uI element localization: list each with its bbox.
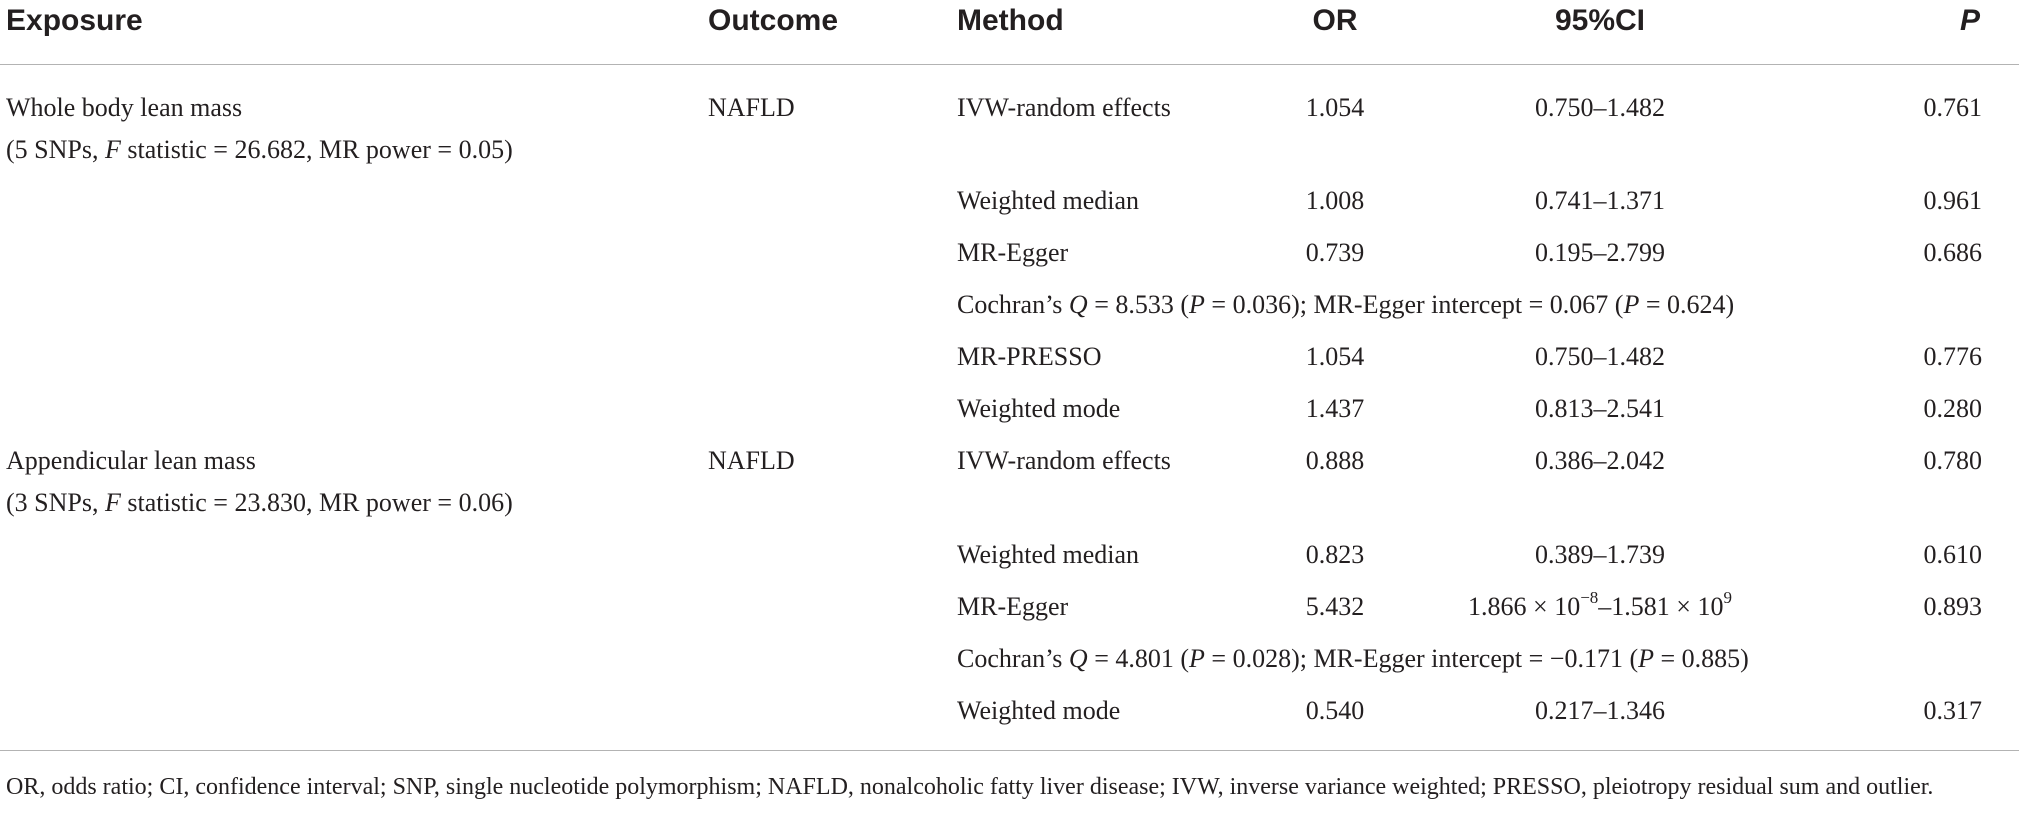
or-cell: 0.540 <box>1305 696 1365 725</box>
method-cell: Weighted mode <box>957 394 1121 423</box>
method-cell: Weighted median <box>957 186 1140 215</box>
exposure-detail: (5 SNPs, F statistic = 26.682, MR power = 0.05) <box>6 135 513 164</box>
p-cell: 0.761 <box>1923 93 1982 122</box>
or-cell: 0.823 <box>1305 540 1365 569</box>
or-cell: 1.437 <box>1305 394 1365 423</box>
p-cell: 0.961 <box>1923 186 1982 215</box>
ci-cell: 0.813–2.541 <box>1535 394 1665 423</box>
method-cell: IVW-random effects <box>957 93 1171 122</box>
p-cell: 0.776 <box>1923 342 1982 371</box>
heterogeneity-note: Cochran’s Q = 8.533 (P = 0.036); MR-Egger intercept = 0.067 (P = 0.624) <box>957 290 1735 319</box>
heterogeneity-note: Cochran’s Q = 4.801 (P = 0.028); MR-Egger intercept = −0.171 (P = 0.885) <box>957 644 1749 673</box>
table-footnote: OR, odds ratio; CI, confidence interval; SNP, single nucleotide polymorphism; NAFLD, nonalcoholic fatty liver disease; IVW, inverse variance weighted; PRESSO, pleiotropy residual sum and outlier. <box>6 774 1934 800</box>
or-cell: 1.054 <box>1305 93 1365 122</box>
header-or: OR <box>1312 4 1358 37</box>
p-cell: 0.780 <box>1923 446 1982 475</box>
outcome-cell: NAFLD <box>708 93 795 122</box>
header-method: Method <box>957 4 1064 37</box>
or-cell: 0.739 <box>1305 238 1365 267</box>
header-exposure: Exposure <box>6 4 143 37</box>
p-cell: 0.317 <box>1923 696 1982 725</box>
ci-cell: 0.195–2.799 <box>1535 238 1665 267</box>
p-cell: 0.610 <box>1923 540 1982 569</box>
header-p: P <box>1959 4 1980 37</box>
header-ci: 95%CI <box>1554 4 1646 37</box>
or-cell: 5.432 <box>1305 592 1365 621</box>
ci-cell: 0.741–1.371 <box>1535 186 1665 215</box>
or-cell: 0.888 <box>1305 446 1365 475</box>
ci-cell: 0.217–1.346 <box>1535 696 1665 725</box>
ci-cell: 0.386–2.042 <box>1535 446 1665 475</box>
ci-cell: $1.866 \times 10^{-8}-1.581 \times 10^9$ <box>1468 588 1732 621</box>
outcome-cell: NAFLD <box>708 446 795 475</box>
header-outcome: Outcome <box>708 4 839 37</box>
exposure-name: Appendicular lean mass <box>6 446 256 475</box>
ci-cell: 0.750–1.482 <box>1535 93 1665 122</box>
method-cell: MR-Egger <box>957 238 1069 267</box>
or-cell: 1.008 <box>1305 186 1365 215</box>
method-cell: MR-PRESSO <box>957 342 1102 371</box>
method-cell: Weighted median <box>957 540 1140 569</box>
exposure-detail: (3 SNPs, F statistic = 23.830, MR power = 0.06) <box>6 488 513 517</box>
or-cell: 1.054 <box>1305 342 1365 371</box>
header-rule <box>0 64 2019 65</box>
p-cell: 0.893 <box>1923 592 1982 621</box>
p-cell: 0.280 <box>1923 394 1982 423</box>
method-cell: IVW-random effects <box>957 446 1171 475</box>
exposure-name: Whole body lean mass <box>6 93 243 122</box>
bottom-rule <box>0 750 2019 751</box>
method-cell: Weighted mode <box>957 696 1121 725</box>
ci-cell: 0.389–1.739 <box>1535 540 1665 569</box>
ci-cell: 0.750–1.482 <box>1535 342 1665 371</box>
p-cell: 0.686 <box>1923 238 1982 267</box>
method-cell: MR-Egger <box>957 592 1069 621</box>
